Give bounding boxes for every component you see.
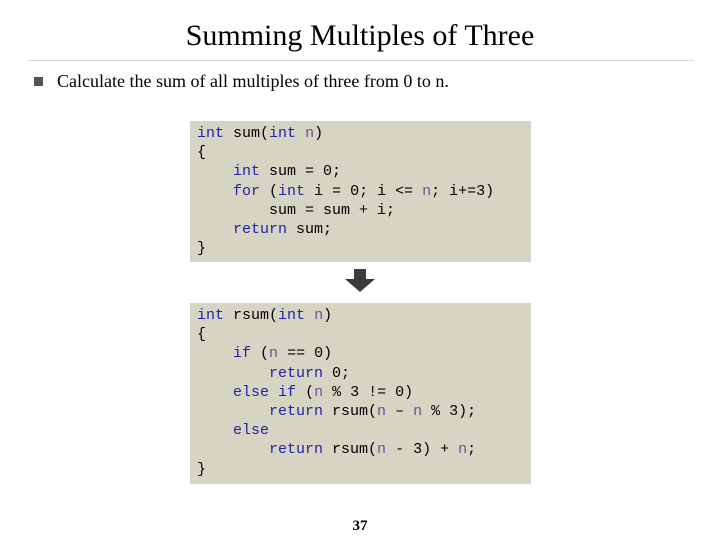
code-line: [197, 182, 524, 201]
iterative-code-block: [190, 121, 531, 262]
code-parameter: n: [269, 345, 279, 363]
code-parameter: n: [314, 383, 324, 401]
code-token: }: [197, 460, 207, 478]
code-token: rsum(: [224, 307, 279, 324]
code-line: [197, 344, 524, 363]
code-parameter: n: [413, 403, 423, 421]
code-keyword: else: [233, 383, 270, 401]
down-arrow-icon: [345, 269, 375, 293]
code-token: % 3 != 0): [323, 383, 414, 401]
code-token: == 0): [278, 345, 333, 363]
bullet-text: Calculate the sum of all multiples of three from 0 to n.: [57, 71, 449, 91]
code-keyword: return: [233, 221, 288, 239]
code-token: [197, 345, 233, 362]
code-token: (: [296, 383, 315, 401]
code-parameter: n: [314, 307, 324, 324]
code-token: sum;: [287, 221, 333, 239]
code-line: [197, 220, 524, 239]
code-parameter: n: [377, 441, 387, 459]
code-keyword: for: [233, 182, 261, 200]
code-token: [296, 125, 305, 142]
code-token: (: [260, 182, 279, 200]
slide-title: Summing Multiples of Three: [185, 19, 535, 52]
code-parameter: n: [305, 125, 315, 142]
code-keyword: if: [278, 383, 297, 401]
code-token: {: [197, 326, 207, 344]
code-token: 0;: [323, 364, 351, 382]
code-line: [197, 383, 524, 402]
code-line: [197, 402, 524, 421]
code-line: [197, 440, 524, 459]
code-token: [197, 365, 269, 382]
code-token: rsum(: [323, 441, 378, 459]
code-line: [197, 124, 524, 143]
code-token: {: [197, 144, 207, 162]
code-keyword: int: [197, 125, 225, 142]
recursive-code-block: [190, 303, 531, 484]
code-keyword: return: [269, 364, 324, 382]
code-parameter: n: [422, 182, 432, 200]
code-line: [197, 143, 524, 162]
code-line: [197, 306, 524, 325]
code-token: ;: [467, 441, 477, 459]
code-line: [197, 239, 524, 258]
code-token: –: [386, 403, 414, 421]
bullet-item: [34, 69, 449, 93]
code-token: ; i+=3): [431, 182, 495, 200]
code-keyword: else: [233, 422, 270, 440]
code-token: [197, 403, 269, 420]
code-keyword: if: [233, 345, 252, 363]
code-token: sum = sum + i;: [197, 201, 396, 219]
code-token: }: [197, 240, 207, 258]
code-token: [305, 307, 314, 324]
code-line: [197, 364, 524, 383]
code-token: sum(: [224, 125, 270, 142]
code-token: sum = 0;: [260, 163, 342, 181]
code-keyword: return: [269, 441, 324, 459]
page-number: 37: [352, 518, 368, 534]
code-token: [197, 163, 233, 180]
code-token: [197, 422, 233, 439]
code-token: - 3) +: [386, 441, 459, 459]
code-token: % 3);: [422, 403, 477, 421]
code-line: [197, 421, 524, 440]
code-parameter: n: [377, 403, 387, 421]
square-bullet-icon: [34, 77, 43, 86]
code-token: [269, 384, 278, 401]
code-token: ): [314, 125, 324, 142]
code-token: ): [323, 307, 333, 324]
code-line: [197, 201, 524, 220]
code-line: [197, 325, 524, 344]
code-token: (: [251, 345, 270, 363]
title-divider: [28, 60, 694, 61]
code-line: [197, 460, 524, 479]
code-token: [197, 441, 269, 458]
code-line: [197, 162, 524, 181]
code-token: [197, 221, 233, 238]
code-keyword: int: [269, 125, 297, 142]
code-keyword: int: [197, 307, 225, 324]
code-token: [197, 384, 233, 401]
code-keyword: int: [278, 182, 306, 200]
code-keyword: int: [233, 163, 261, 181]
code-keyword: int: [278, 307, 306, 324]
code-keyword: return: [269, 403, 324, 421]
code-token: [197, 183, 233, 200]
code-token: i = 0; i <=: [305, 182, 423, 200]
code-parameter: n: [458, 441, 468, 459]
code-token: rsum(: [323, 403, 378, 421]
